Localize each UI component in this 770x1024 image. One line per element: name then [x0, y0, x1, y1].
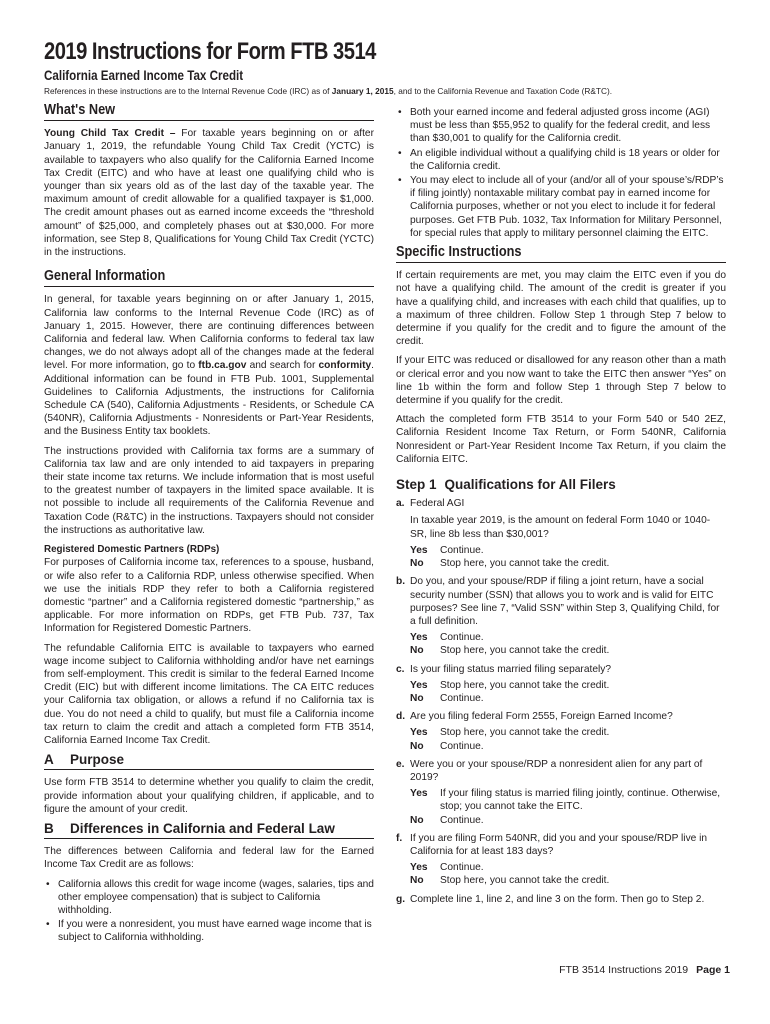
ftb-link[interactable]: ftb.ca.gov — [198, 360, 247, 372]
purpose-heading: A Purpose — [44, 753, 374, 770]
document-subtitle: California Earned Income Tax Credit — [44, 68, 244, 83]
list-item: • Both your earned income and federal adjusted gross income (AGI) must be less than $55,952 to qualify for the federal credit, and less than $30,001 to qualify for the California credit. — [398, 107, 711, 145]
differences-heading: B Differences in California and Federal Law — [44, 822, 374, 839]
question-g: g. Complete line 1, line 2, and line 3 on the form. Then go to Step 2. — [396, 893, 705, 905]
specific-p2: If your EITC was reduced or disallowed for any reason other than a math or clerical error and you now want to take the EITC then answer “Yes” on line 1b within the form and follow Step 1 through Step 7 below to determine if you qualify for the credit. — [396, 355, 726, 407]
question-c: c. Is your filing status married filing separately? Yes Stop here, you cannot take the credit. No Continue. — [396, 663, 612, 704]
question-b: b. Do you, and your spouse/RDP if filing a joint return, have a social security number (SSN) that allows you to work and is valid for EITC purposes? See line 7, “Valid SSN” within Step 3, Qualifying Child, for a full definition. Yes Continue. No Stop here, you cannot take the credit. — [396, 576, 720, 657]
right-column — [396, 106, 726, 911]
differences-intro: The differences between California and federal law for the Earned Income Tax Credit are as follows: — [44, 846, 374, 871]
differences-list-left — [44, 878, 374, 945]
question-a: a. Federal AGI In taxable year 2019, is the amount on federal Form 1040 or 1040-SR, line 8b less than $30,001? Yes Continue. No Stop here, you cannot take the credit. — [396, 498, 711, 570]
question-d: d. Are you filing federal Form 2555, Foreign Earned Income? Yes Stop here, you cannot take the credit. No Continue. — [396, 711, 673, 752]
document-page — [44, 38, 730, 988]
general-p3: The refundable California EITC is available to taxpayers who earned wage income subject to California withholding and/or have net earnings from self-employment. This credit is similar to the federal Earned Income Credit (EIC) but with different income limitations. The CA EITC reduces your California tax obligation, or allows a refund if no California tax is due. You do not need a child to qualify, but must file a California income tax return to claim the credit and attach a completed form FTB 3514, California Earned Income Tax Credit. — [44, 642, 374, 746]
document-title: 2019 Instructions for Form FTB 3514 — [44, 38, 376, 65]
question-e: e. Were you or your spouse/RDP a nonresident alien for any part of 2019? Yes If your filing status is married filing jointly, continue. Otherwise, stop; you cannot take the EITC. No Continue. — [396, 758, 721, 826]
page-number: Page 1 — [696, 964, 730, 976]
yctc-body: For taxable years beginning on or after January 1, 2019, the refundable Young Child Tax Credit (YCTC) is available to taxpayers who also qualify for the California Earned Income Tax Credit (EITC) and who have at least one qualifying child who is younger than six years old as of the last day of the taxable year. The maximum amount of credit allowable for a qualified taxpayer is $1,000. The credit amount phases out as earned income exceeds the “threshold amount” of $25,000, and completely phases out at $30,000. For more information, see Step 8, Qualifications for Young Child Tax Credit (YCTC) in the instructions. — [44, 128, 374, 259]
differences-list-right — [396, 106, 726, 240]
footer-form-name: FTB 3514 Instructions 2019 — [559, 964, 689, 976]
rdp-text: For purposes of California income tax, references to a spouse, husband, or wife also refer to a California RDP, unless otherwise specified. When we use the initials RDP they refer to both a California registered domestic “partner” and a California registered domestic “partnership,” as applicable. For more information on RDPs, get FTB Pub. 737, Tax Information for Registered Domestic Partners. — [44, 557, 374, 635]
rdp-heading: Registered Domestic Partners (RDPs) — [44, 544, 220, 556]
search-term: conformity — [318, 360, 372, 372]
list-item: • California allows this credit for wage income (wages, salaries, tips and other employee compensation) that is subject to California withholding. — [46, 878, 374, 916]
list-item: • If you were a nonresident, you must have earned wage income that is subject to California withholding. — [46, 919, 372, 944]
general-p1: In general, for taxable years beginning on or after January 1, 2015, California law conforms to the Internal Revenue Code (IRC) as of January 1, 2015. However, there are continuing differences between California and federal law. When California conforms to federal tax law changes, we do not always adopt all of the changes made at the federal level. For more information, go to ftb.ca.gov and search for conformity. Additional information can be found in FTB Pub. 1001, Supplemental Guidelines to California Adjustments, the instructions for California Schedule CA (540), California Adjustments - Residents, or Schedule CA (540NR), California Adjustments - Nonresidents or Part-Year Residents, and the Business Entity tax booklets. — [44, 294, 374, 438]
references-note — [44, 86, 612, 96]
yctc-lead: Young Child Tax Credit – — [44, 128, 176, 140]
refs-text-end: , and to the California Revenue and Taxation Code (R&TC). — [393, 86, 613, 96]
specific-p1: If certain requirements are met, you may claim the EITC even if you do not have a qualifying child. The amount of the credit is greater if you have a qualifying child, and increases with each child that qualifies, up to a maximum of three children. Follow Step 1 through Step 7 below to determine if you qualify for the credit and to figure the amount of the credit. — [396, 270, 726, 348]
list-item: • You may elect to include all of your (and/or all of your spouse’s/RDP’s if filing jointly) nontaxable military combat pay in earned income for California purposes, whether or not you elect to include it for federal purposes. Get FTB Pub. 1032, Tax Information for Military Personnel, for special rules that apply to military personnel claiming the EITC. — [398, 175, 724, 239]
specific-p3: Attach the completed form FTB 3514 to your Form 540 or 540 2EZ, California Resident Income Tax Return, or Form 540NR, California Nonresident or Part-Year Resident Income Tax Return, if you claim the California EITC. — [396, 414, 726, 465]
left-column — [44, 104, 374, 951]
refs-date: January 1, 2015 — [331, 86, 394, 96]
page-footer — [559, 964, 730, 976]
step1-heading: Step 1 Qualifications for All Filers — [396, 477, 616, 493]
specific-instructions-heading: Specific Instructions — [396, 246, 726, 263]
question-f: f. If you are filing Form 540NR, did you and your spouse/RDP live in California for at least 183 days? Yes Continue. No Stop here, you cannot take the credit. — [396, 832, 708, 887]
whats-new-text — [44, 127, 374, 259]
list-item: • An eligible individual without a qualifying child is 18 years or older for the California credit. — [398, 147, 720, 172]
purpose-text: Use form FTB 3514 to determine whether you qualify to claim the credit, provide information about your qualifying children, if applicable, and to figure the amount of your credit. — [44, 777, 374, 815]
general-info-heading: General Information — [44, 270, 374, 287]
general-p2: The instructions provided with California tax forms are a summary of California tax law and are only intended to aid taxpayers in preparing their state income tax returns. We include information that is most useful to the greatest number of taxpayers in the limited space available. It is not possible to include all requirements of the California Revenue and Taxation Code (R&TC) in the instructions. Taxpayers should not consider the instructions as authoritative law. — [44, 445, 374, 536]
refs-text: References in these instructions are to the Internal Revenue Code (IRC) as of — [44, 86, 332, 96]
whats-new-heading: What's New — [44, 104, 374, 121]
